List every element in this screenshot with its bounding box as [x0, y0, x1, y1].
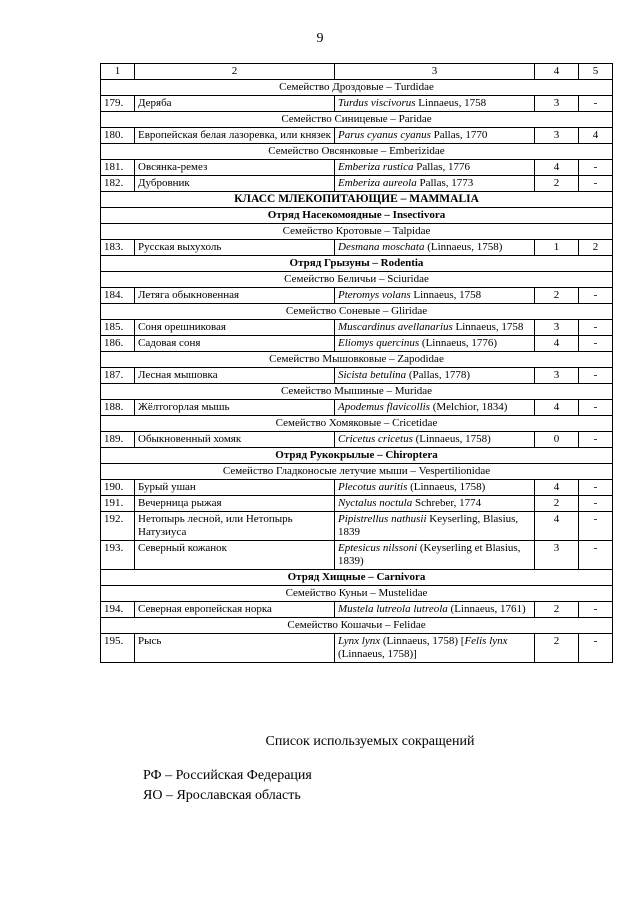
- latin-authority: Pallas, 1773: [416, 177, 474, 189]
- species-number: 190.: [101, 480, 135, 496]
- family-row: [101, 80, 613, 96]
- latin-authority: (Linnaeus, 1758) [: [380, 635, 465, 647]
- table-row: [101, 368, 613, 384]
- family-row: [101, 224, 613, 240]
- status-value: -: [579, 496, 613, 512]
- family-row: [101, 272, 613, 288]
- species-number: 181.: [101, 160, 135, 176]
- species-latin-name: [335, 176, 535, 192]
- family-heading: Семейство Беличьи – Sciuridae: [101, 272, 613, 288]
- family-heading: Семейство Гладконосые летучие мыши – Vespertilionidae: [101, 464, 613, 480]
- table-row: [101, 432, 613, 448]
- family-heading: Семейство Куньи – Mustelidae: [101, 586, 613, 602]
- species-number: 185.: [101, 320, 135, 336]
- order-row: [101, 256, 613, 272]
- category-value: 2: [535, 496, 579, 512]
- abbreviations-list: [143, 766, 312, 806]
- latin-authority: Keyserling, Blasius, 1839: [338, 513, 519, 538]
- table-row: [101, 602, 613, 618]
- table-row: [101, 96, 613, 112]
- species-name: Деряба: [135, 96, 335, 112]
- species-name: Летяга обыкновенная: [135, 288, 335, 304]
- species-number: 188.: [101, 400, 135, 416]
- status-value: -: [579, 288, 613, 304]
- family-row: [101, 352, 613, 368]
- category-value: 3: [535, 541, 579, 570]
- latin-binomial: Parus cyanus cyanus: [338, 129, 431, 141]
- table-row: [101, 128, 613, 144]
- order-heading: Отряд Грызуны – Rodentia: [101, 256, 613, 272]
- family-heading: Семейство Кротовые – Talpidae: [101, 224, 613, 240]
- order-heading: Отряд Насекомоядные – Insectivora: [101, 208, 613, 224]
- table-row: [101, 176, 613, 192]
- family-row: [101, 586, 613, 602]
- family-heading: Семейство Дроздовые – Turdidae: [101, 80, 613, 96]
- species-latin-name: [335, 368, 535, 384]
- header-row: [101, 64, 613, 80]
- species-latin-name: [335, 602, 535, 618]
- family-row: [101, 618, 613, 634]
- species-latin-name: [335, 128, 535, 144]
- species-latin-name: [335, 320, 535, 336]
- latin-binomial: Desmana moschata: [338, 241, 425, 253]
- table-row: [101, 480, 613, 496]
- latin-synonym: Felis lynx: [464, 635, 508, 647]
- table-row: [101, 320, 613, 336]
- latin-authority: Pallas, 1770: [430, 129, 488, 141]
- species-name: Жёлтогорлая мышь: [135, 400, 335, 416]
- species-name: Нетопырь лесной, или Нетопырь Натузиуса: [135, 512, 335, 541]
- table-row: [101, 512, 613, 541]
- latin-binomial: Mustela lutreola lutreola: [338, 603, 448, 615]
- table-row: [101, 288, 613, 304]
- class-row: [101, 192, 613, 208]
- species-latin-name: [335, 541, 535, 570]
- species-latin-name: [335, 512, 535, 541]
- status-value: 2: [579, 240, 613, 256]
- species-name: Бурый ушан: [135, 480, 335, 496]
- species-latin-name: [335, 496, 535, 512]
- family-row: [101, 144, 613, 160]
- latin-authority: Linnaeus, 1758: [410, 289, 482, 301]
- status-value: -: [579, 336, 613, 352]
- latin-synonym-authority: (Linnaeus, 1758)]: [338, 648, 417, 660]
- category-value: 4: [535, 480, 579, 496]
- latin-authority: Pallas, 1776: [413, 161, 471, 173]
- species-number: 189.: [101, 432, 135, 448]
- species-name: Лесная мышовка: [135, 368, 335, 384]
- latin-binomial: Nyctalus noctula: [338, 497, 413, 509]
- species-number: 193.: [101, 541, 135, 570]
- status-value: -: [579, 96, 613, 112]
- species-name: Европейская белая лазоревка, или князек: [135, 128, 335, 144]
- latin-binomial: Emberiza aureola: [338, 177, 417, 189]
- latin-authority: (Keyserling et Blasius, 1839): [338, 542, 521, 567]
- table-row: [101, 496, 613, 512]
- species-latin-name: [335, 432, 535, 448]
- status-value: -: [579, 368, 613, 384]
- latin-binomial: Emberiza rustica: [338, 161, 414, 173]
- status-value: -: [579, 176, 613, 192]
- page-number: 9: [316, 31, 324, 46]
- latin-authority: (Linnaeus, 1758): [407, 481, 486, 493]
- family-row: [101, 304, 613, 320]
- latin-authority: (Linnaeus, 1761): [447, 603, 526, 615]
- category-value: 2: [535, 176, 579, 192]
- latin-binomial: Sicista betulina: [338, 369, 407, 381]
- latin-binomial: Muscardinus avellanarius: [338, 321, 453, 333]
- species-latin-name: [335, 480, 535, 496]
- latin-authority: (Linnaeus, 1758): [424, 241, 503, 253]
- table-row: [101, 541, 613, 570]
- status-value: -: [579, 320, 613, 336]
- latin-binomial: Eptesicus nilssoni: [338, 542, 418, 554]
- header-col-2: 2: [135, 64, 335, 80]
- species-number: 182.: [101, 176, 135, 192]
- species-name: Северная европейская норка: [135, 602, 335, 618]
- order-row: [101, 208, 613, 224]
- species-latin-name: [335, 400, 535, 416]
- order-heading: Отряд Рукокрылые – Chiroptera: [101, 448, 613, 464]
- order-heading: Отряд Хищные – Carnivora: [101, 570, 613, 586]
- species-latin-name: [335, 160, 535, 176]
- species-name: Русская выхухоль: [135, 240, 335, 256]
- latin-authority: (Pallas, 1778): [406, 369, 470, 381]
- latin-binomial: Cricetus cricetus: [338, 433, 413, 445]
- status-value: -: [579, 480, 613, 496]
- abbreviation-item: ЯО – Ярославская область: [143, 788, 301, 803]
- family-heading: Семейство Мышиные – Muridae: [101, 384, 613, 400]
- category-value: 0: [535, 432, 579, 448]
- species-number: 191.: [101, 496, 135, 512]
- category-value: 4: [535, 512, 579, 541]
- species-name: Соня орешниковая: [135, 320, 335, 336]
- category-value: 3: [535, 128, 579, 144]
- header-col-1: 1: [101, 64, 135, 80]
- latin-binomial: Plecotus auritis: [338, 481, 408, 493]
- table-body: [101, 80, 613, 663]
- table-row: [101, 240, 613, 256]
- status-value: -: [579, 160, 613, 176]
- abbreviations-title: Список используемых сокращений: [265, 734, 475, 749]
- family-heading: Семейство Овсянковые – Emberizidae: [101, 144, 613, 160]
- category-value: 2: [535, 634, 579, 663]
- family-heading: Семейство Соневые – Gliridae: [101, 304, 613, 320]
- category-value: 3: [535, 320, 579, 336]
- species-table: [100, 63, 613, 663]
- species-number: 195.: [101, 634, 135, 663]
- species-latin-name: [335, 96, 535, 112]
- category-value: 4: [535, 336, 579, 352]
- status-value: -: [579, 602, 613, 618]
- latin-binomial: Pipistrellus nathusii: [338, 513, 427, 525]
- category-value: 3: [535, 368, 579, 384]
- species-number: 187.: [101, 368, 135, 384]
- status-value: -: [579, 432, 613, 448]
- latin-authority: Schreber, 1774: [412, 497, 482, 509]
- order-row: [101, 570, 613, 586]
- species-latin-name: [335, 634, 535, 663]
- family-heading: Семейство Кошачьи – Felidae: [101, 618, 613, 634]
- species-number: 180.: [101, 128, 135, 144]
- species-number: 179.: [101, 96, 135, 112]
- family-row: [101, 416, 613, 432]
- species-number: 184.: [101, 288, 135, 304]
- latin-authority: (Linnaeus, 1776): [419, 337, 498, 349]
- header-col-5: 5: [579, 64, 613, 80]
- latin-authority: (Linnaeus, 1758): [412, 433, 491, 445]
- species-name: Дубровник: [135, 176, 335, 192]
- latin-binomial: Pteromys volans: [338, 289, 411, 301]
- latin-binomial: Turdus viscivorus: [338, 97, 416, 109]
- family-row: [101, 384, 613, 400]
- header-col-3: 3: [335, 64, 535, 80]
- status-value: -: [579, 541, 613, 570]
- table-row: [101, 400, 613, 416]
- table-row: [101, 634, 613, 663]
- table-row: [101, 160, 613, 176]
- species-latin-name: [335, 288, 535, 304]
- status-value: -: [579, 634, 613, 663]
- status-value: 4: [579, 128, 613, 144]
- category-value: 4: [535, 400, 579, 416]
- species-number: 186.: [101, 336, 135, 352]
- family-row: [101, 112, 613, 128]
- category-value: 2: [535, 288, 579, 304]
- family-heading: Семейство Мышовковые – Zapodidae: [101, 352, 613, 368]
- status-value: -: [579, 400, 613, 416]
- species-name: Овсянка-ремез: [135, 160, 335, 176]
- family-row: [101, 464, 613, 480]
- status-value: -: [579, 512, 613, 541]
- family-heading: Семейство Синицевые – Paridae: [101, 112, 613, 128]
- category-value: 4: [535, 160, 579, 176]
- species-name: Обыкновенный хомяк: [135, 432, 335, 448]
- order-row: [101, 448, 613, 464]
- category-value: 1: [535, 240, 579, 256]
- latin-authority: Linnaeus, 1758: [452, 321, 524, 333]
- latin-binomial: Apodemus flavicollis: [338, 401, 430, 413]
- latin-binomial: Lynx lynx: [338, 635, 381, 647]
- category-value: 2: [535, 602, 579, 618]
- category-value: 3: [535, 96, 579, 112]
- species-latin-name: [335, 240, 535, 256]
- species-latin-name: [335, 336, 535, 352]
- latin-authority: (Melchior, 1834): [429, 401, 508, 413]
- species-number: 192.: [101, 512, 135, 541]
- header-col-4: 4: [535, 64, 579, 80]
- latin-binomial: Eliomys quercinus: [338, 337, 420, 349]
- species-number: 183.: [101, 240, 135, 256]
- species-name: Рысь: [135, 634, 335, 663]
- species-name: Садовая соня: [135, 336, 335, 352]
- class-heading: КЛАСС МЛЕКОПИТАЮЩИЕ – MAMMALIA: [101, 192, 613, 208]
- species-name: Северный кожанок: [135, 541, 335, 570]
- family-heading: Семейство Хомяковые – Cricetidae: [101, 416, 613, 432]
- species-number: 194.: [101, 602, 135, 618]
- abbreviation-item: РФ – Российская Федерация: [143, 768, 312, 783]
- table-row: [101, 336, 613, 352]
- species-name: Вечерница рыжая: [135, 496, 335, 512]
- latin-authority: Linnaeus, 1758: [415, 97, 487, 109]
